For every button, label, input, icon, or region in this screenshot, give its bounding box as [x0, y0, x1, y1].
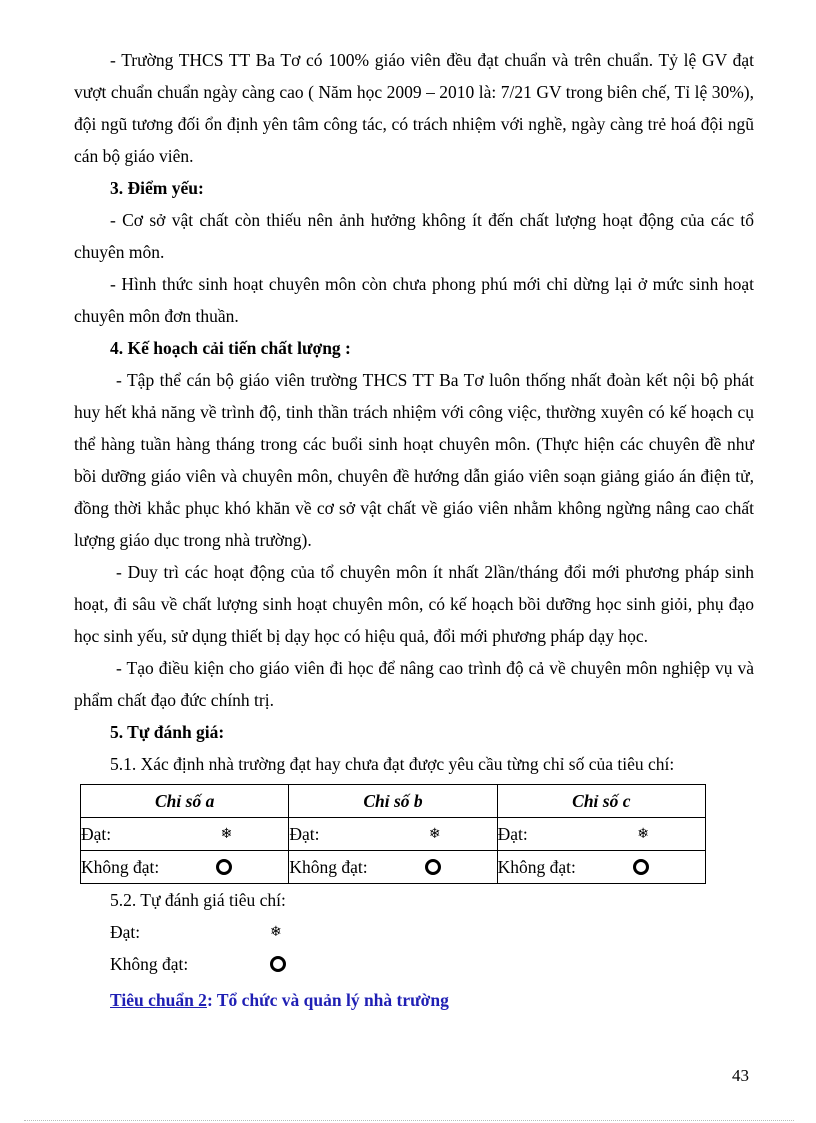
cell-fail-c: [497, 851, 705, 884]
standard-link[interactable]: Tiêu chuẩn 2: [110, 990, 207, 1010]
standard-title: Tổ chức và quản lý nhà trường: [216, 990, 449, 1010]
snowflake-icon[interactable]: ❄: [637, 826, 649, 842]
paragraph-facilities: - Cơ sở vật chất còn thiếu nên ảnh hưởng không ít đến chất lượng hoạt động của các tổ chuyên môn.: [74, 210, 754, 262]
page-number: 43: [732, 1066, 749, 1085]
pass-label: Đạt:: [289, 823, 320, 844]
standard-separator: :: [206, 990, 213, 1010]
cell-pass-c: [497, 818, 705, 851]
paragraph-teacher-standards: - Trường THCS TT Ba Tơ có 100% giáo viên đều đạt chuẩn và trên chuẩn. Tỷ lệ GV đạt vượt chuẩn chuẩn ngày càng cao ( Năm học 2009 – 2010 là: 7/21 GV trong biên chế, Tỉ lệ 30%), đội ngũ tương đối ổn định yên tâm công tác, có trách nhiệm với nghề, ngày càng trẻ hoá đội ngũ cán bộ giáo viên.: [74, 50, 754, 166]
paragraph-activities: - Hình thức sinh hoạt chuyên môn còn chưa phong phú mới chỉ dừng lại ở mức sinh hoạt chuyên môn đơn thuần.: [74, 274, 754, 326]
ring-icon[interactable]: [425, 859, 441, 875]
cell-fail-b: [289, 851, 497, 884]
ring-icon[interactable]: [216, 859, 232, 875]
fail-label: Không đạt:: [81, 856, 160, 877]
standard-heading: [74, 990, 754, 1011]
heading-self-assessment: 5. Tự đánh giá:: [110, 722, 225, 742]
footer-divider: [24, 1120, 794, 1121]
criteria-table: [80, 784, 706, 884]
table-row: [81, 851, 706, 884]
snowflake-icon[interactable]: ❄: [220, 826, 233, 842]
self-eval-fail-label: Không đạt:: [110, 953, 189, 974]
paragraph-5-1: 5.1. Xác định nhà trường đạt hay chưa đạt được yêu cầu từng chỉ số của tiêu chí:: [110, 754, 675, 774]
table-header-row: [81, 785, 706, 818]
snowflake-icon[interactable]: ❄: [270, 924, 282, 940]
table-row: [81, 818, 706, 851]
snowflake-icon[interactable]: ❄: [428, 826, 441, 842]
paragraph-staff-unity: - Tập thể cán bộ giáo viên trường THCS TT Ba Tơ luôn thống nhất đoàn kết nội bộ phát huy hết khả năng về trình độ, tinh thần trách nhiệm với công việc, thường xuyên có kế hoạch cụ thể hàng tuần hàng tháng trong các buổi sinh hoạt chuyên môn. (Thực hiện các chuyên đề như bồi dưỡng giáo viên và chuyên môn, chuyên đề hướng dẫn giáo viên soạn giảng giáo án điện tử, đồng thời khắc phục khó khăn về cơ sở vật chất về giáo viên nhằm không ngừng nâng cao chất lượng giáo dục trong nhà trường).: [74, 370, 754, 550]
ring-icon[interactable]: [633, 859, 649, 875]
self-eval-title: 5.2. Tự đánh giá tiêu chí:: [110, 889, 286, 910]
fail-label: Không đạt:: [289, 856, 368, 877]
heading-improvement-plan: 4. Kế hoạch cải tiến chất lượng :: [110, 338, 351, 358]
header-index-b: Chỉ số b: [289, 785, 497, 818]
cell-pass-b: [289, 818, 497, 851]
fail-label: Không đạt:: [497, 856, 576, 877]
self-eval-pass-label: Đạt:: [110, 921, 141, 942]
pass-label: Đạt:: [81, 823, 112, 844]
ring-icon[interactable]: [270, 956, 286, 972]
cell-fail-a: [81, 851, 289, 884]
self-evaluation: [74, 884, 754, 980]
paragraph-training: - Tạo điều kiện cho giáo viên đi học để nâng cao trình độ cả về chuyên môn nghiệp vụ và phẩm chất đạo đức chính trị.: [74, 658, 754, 710]
cell-pass-a: [81, 818, 289, 851]
header-index-a: Chỉ số a: [81, 785, 289, 818]
paragraph-maintain-activities: - Duy trì các hoạt động của tổ chuyên môn ít nhất 2lần/tháng đổi mới phương pháp sinh hoạt, đi sâu về chất lượng sinh hoạt chuyên môn, có kế hoạch bồi dưỡng học sinh giỏi, phụ đạo học sinh yếu, sử dụng thiết bị dạy học có hiệu quả, đổi mới phương pháp dạy học.: [74, 562, 754, 646]
heading-weaknesses: 3. Điểm yếu:: [110, 178, 204, 198]
header-index-c: Chỉ số c: [497, 785, 705, 818]
document-page: [74, 44, 754, 1011]
pass-label: Đạt:: [497, 823, 528, 844]
